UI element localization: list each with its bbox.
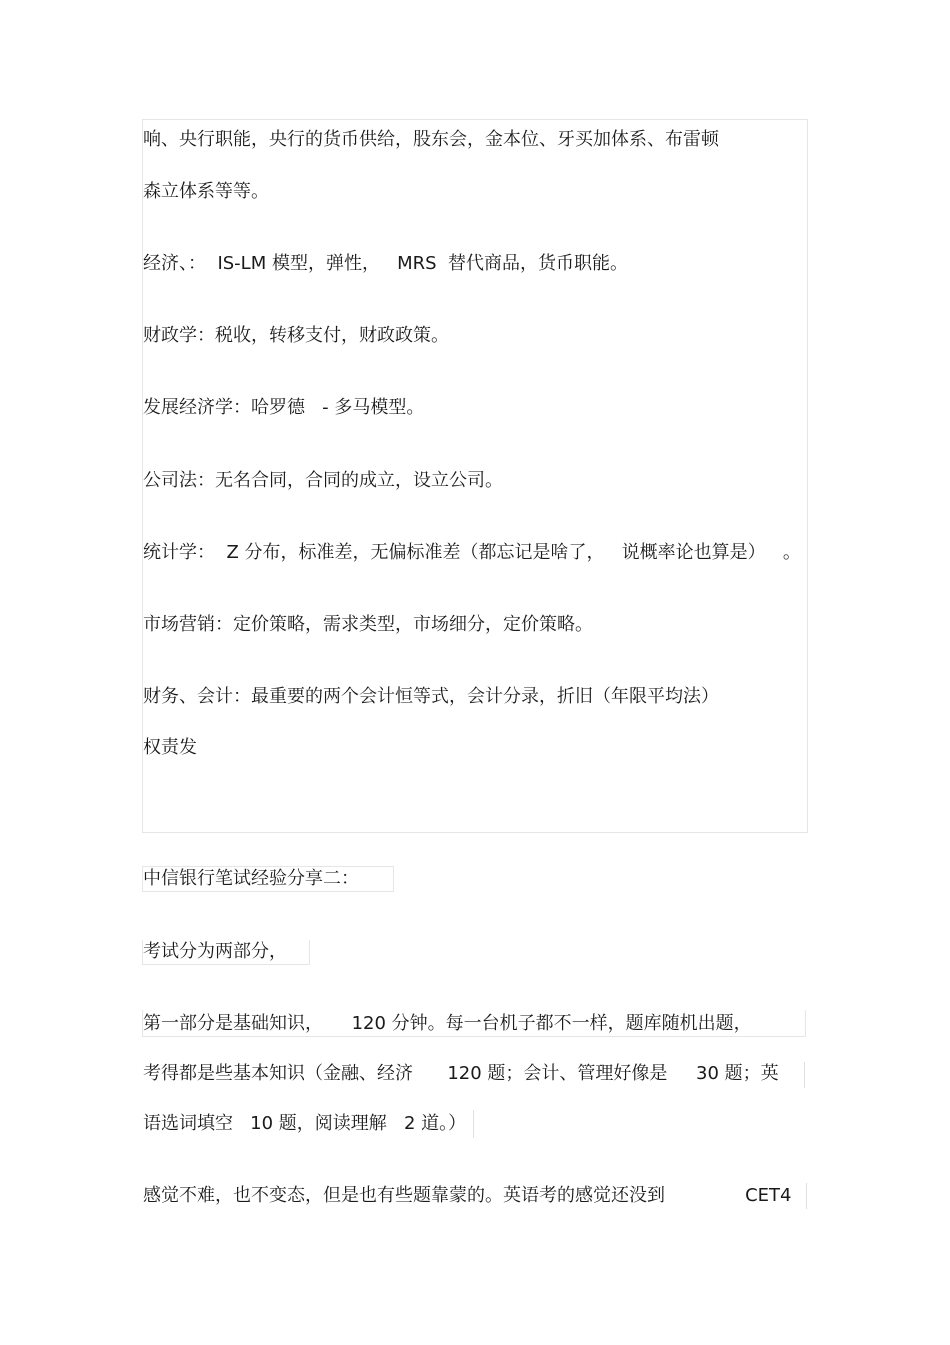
text-line-part1: 第一部分是基础知识， 120 分钟。每一台机子都不一样，题库随机出题，	[143, 1013, 752, 1034]
section-title: 中信银行笔试经验分享二：	[143, 868, 359, 889]
text-line-marketing: 市场营销：定价策略，需求类型，市场细分，定价策略。	[143, 614, 593, 635]
section-intro: 考试分为两部分，	[143, 941, 287, 962]
text-line-statistics: 统计学： Z 分布，标准差，无偏标准差（都忘记是啥了， 说概率论也算是） 。	[143, 542, 801, 563]
cell-border-line2	[804, 1062, 805, 1088]
text-line-company-law: 公司法：无名合同，合同的成立，设立公司。	[143, 470, 503, 491]
text-line-impression: 感觉不难，也不变态，但是也有些题靠蒙的。英语考的感觉还没到 CET4	[143, 1185, 792, 1206]
cell-border-line4	[806, 1183, 807, 1209]
text-line-1: 响、央行职能，央行的货币供给，股东会，金本位、牙买加体系、布雷顿	[143, 129, 719, 150]
text-line-part1-english: 语选词填空 10 题，阅读理解 2 道。）	[143, 1113, 467, 1134]
text-line-accrual: 权责发	[143, 737, 197, 758]
text-line-development-economics: 发展经济学：哈罗德 - 多马模型。	[143, 397, 425, 418]
text-line-public-finance: 财政学：税收，转移支付，财政政策。	[143, 325, 449, 346]
text-line-economics: 经济、： IS-LM 模型，弹性， MRS 替代商品，货币职能。	[143, 253, 629, 274]
text-line-accounting: 财务、会计：最重要的两个会计恒等式，会计分录，折旧（年限平均法）	[143, 686, 719, 707]
text-line-2: 森立体系等等。	[143, 181, 269, 202]
cell-border-line3	[473, 1110, 474, 1138]
text-line-part1-cont: 考得都是些基本知识（金融、经济 120 题；会计、管理好像是 30 题；英	[143, 1063, 779, 1084]
